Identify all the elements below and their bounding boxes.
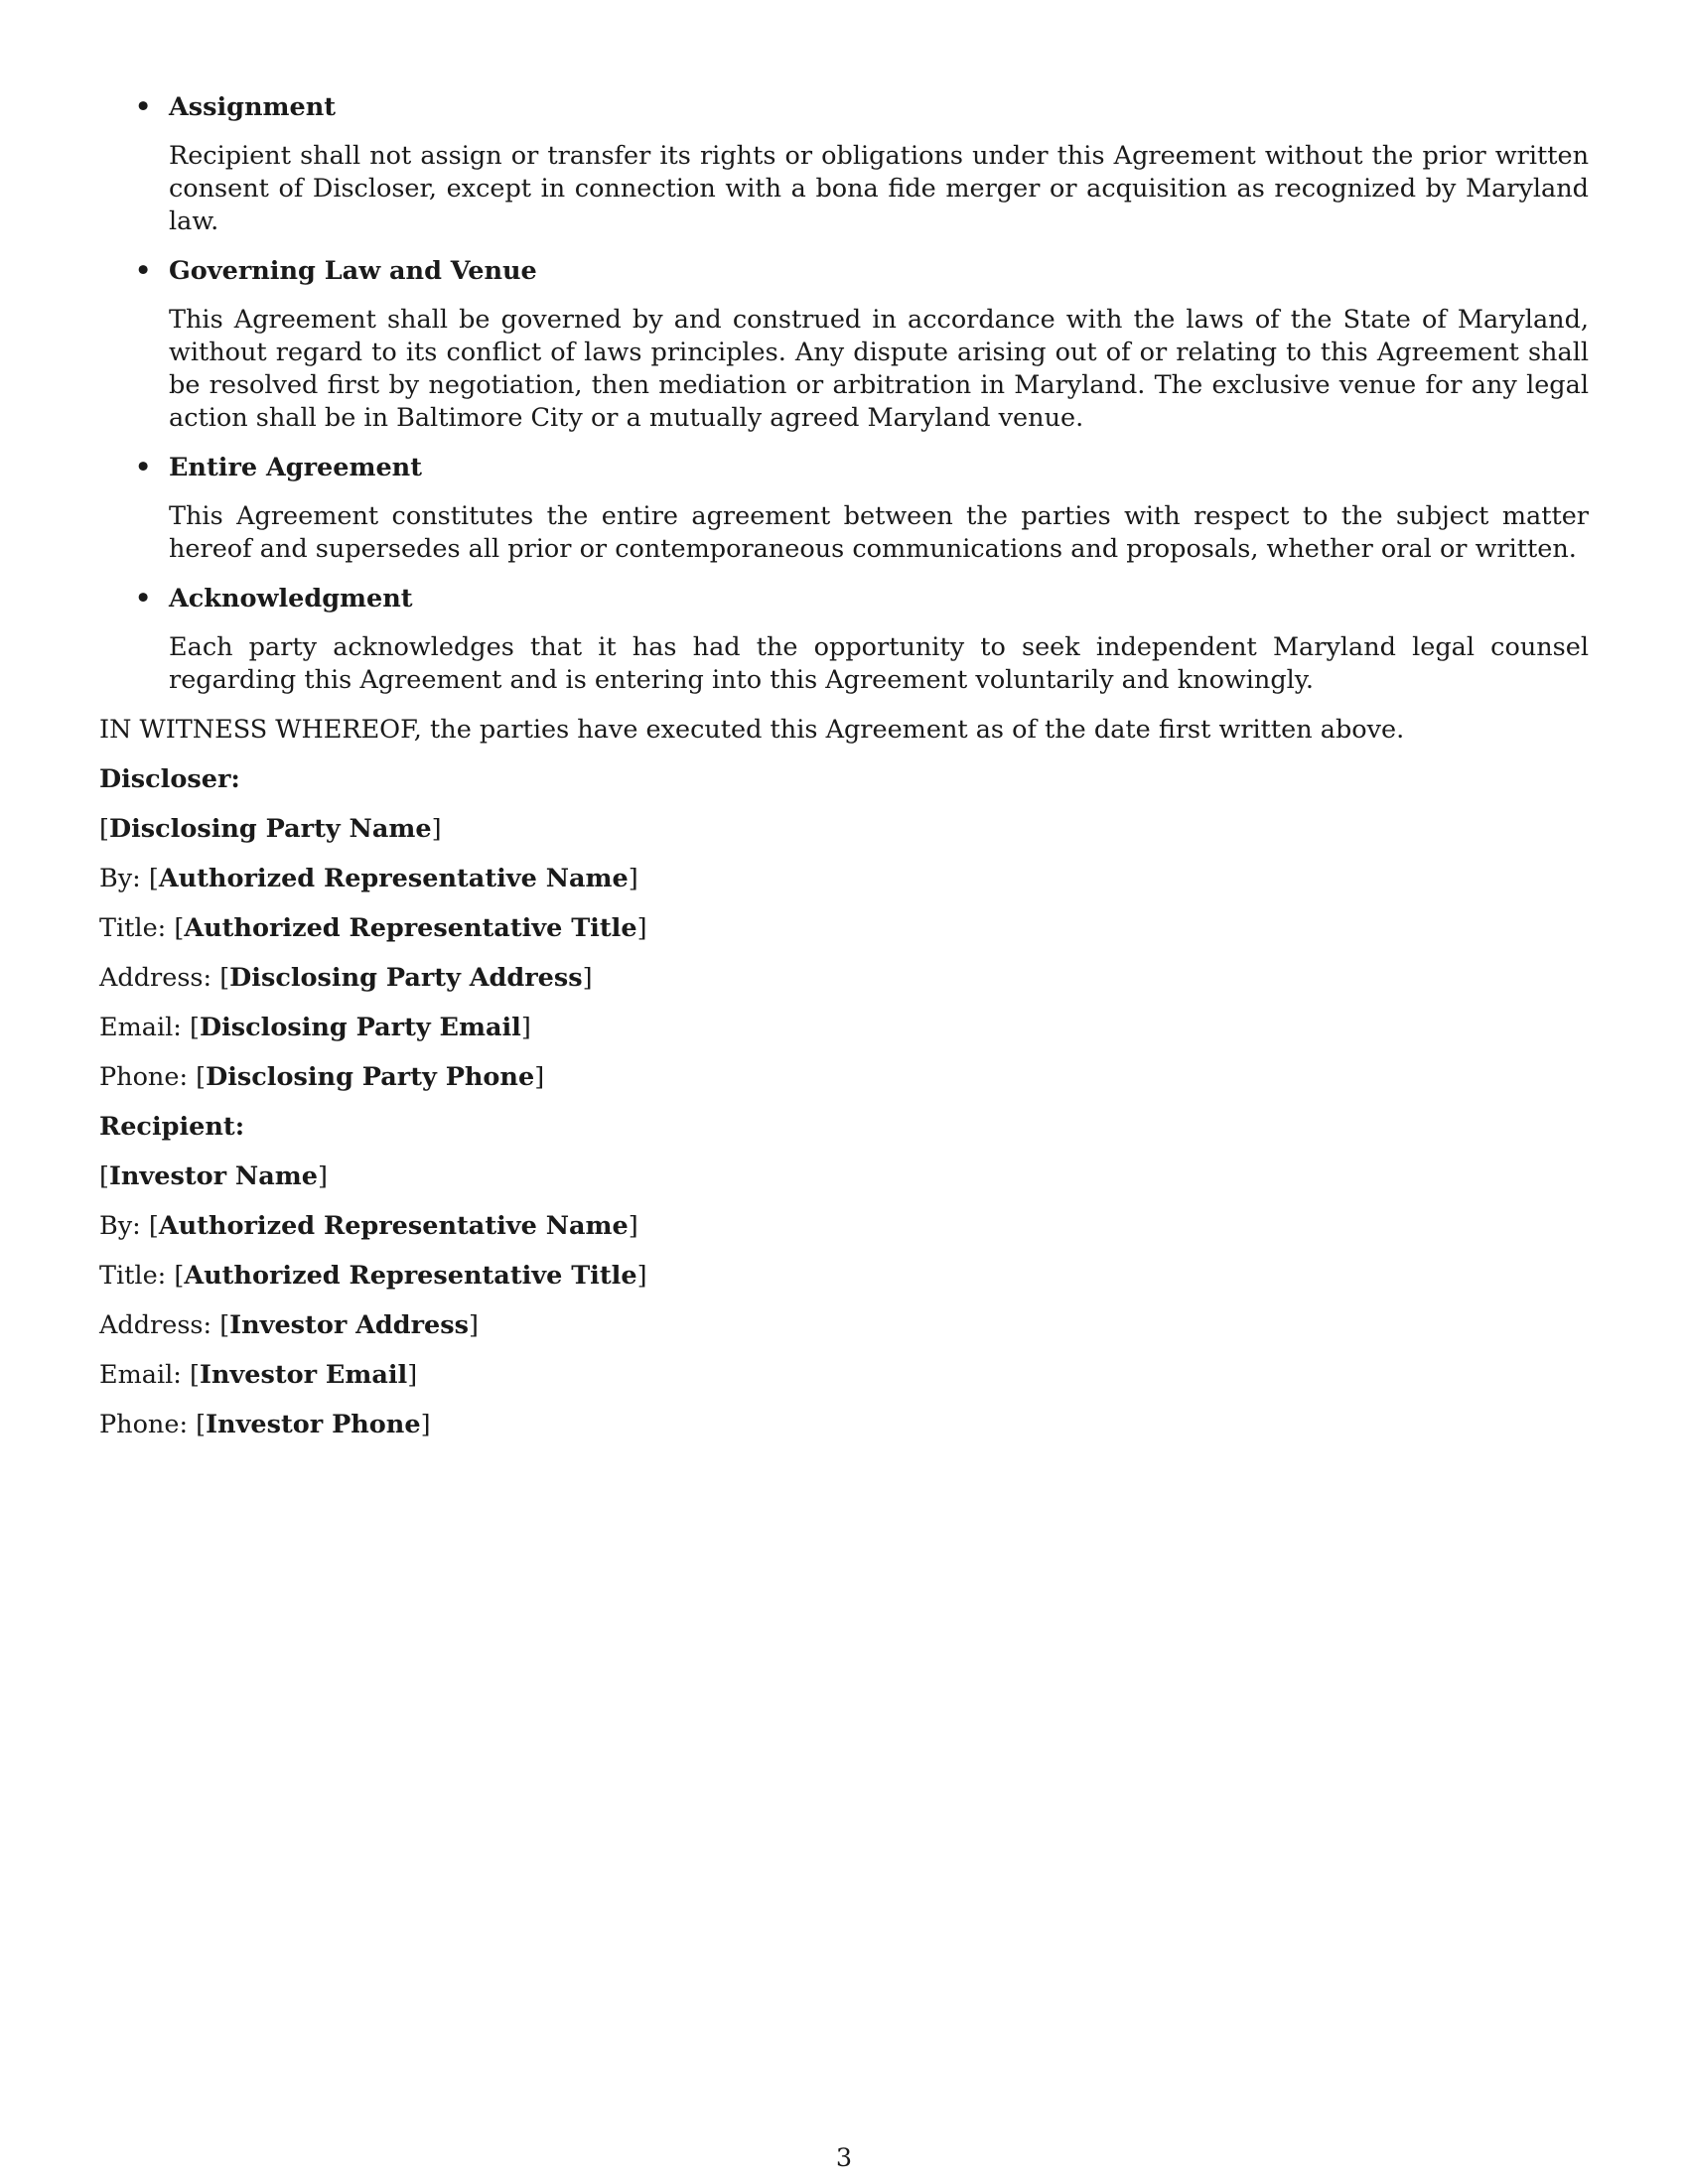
- title-label: Title:: [99, 913, 167, 943]
- recipient-by-line: By: [Authorized Representative Name]: [99, 1211, 638, 1241]
- recipient-phone-line: Phone: [Investor Phone]: [99, 1410, 431, 1439]
- recipient-name: Investor Name: [108, 1161, 318, 1191]
- clause-assignment: [99, 91, 1589, 238]
- email-label: Email:: [99, 1360, 182, 1390]
- discloser-title-line: Title: [Authorized Representative Title]: [99, 913, 647, 943]
- recipient-phone-value: Investor Phone: [206, 1410, 421, 1439]
- discloser-address-line: Address: [Disclosing Party Address]: [99, 963, 593, 993]
- document-page: [99, 91, 1589, 1458]
- bullet-icon: •: [135, 92, 152, 122]
- discloser-title-value: Authorized Representative Title: [184, 913, 637, 943]
- clause-body: Each party acknowledges that it has had the opportunity to seek independent Maryland legal counsel regarding this Agreement and is entering into this Agreement voluntarily and knowingly.: [169, 632, 1589, 695]
- recipient-title-value: Authorized Representative Title: [184, 1261, 637, 1291]
- bullet-icon: •: [135, 256, 152, 286]
- clause-title: Governing Law and Venue: [169, 256, 537, 286]
- recipient-heading: Recipient:: [99, 1112, 245, 1142]
- clause-title: Assignment: [169, 92, 337, 122]
- discloser-name-line: [Disclosing Party Name]: [99, 814, 442, 844]
- clause-list: [99, 91, 1589, 697]
- clause-acknowledgment: [99, 583, 1589, 697]
- recipient-email-line: Email: [Investor Email]: [99, 1360, 418, 1390]
- address-label: Address:: [99, 1310, 212, 1340]
- discloser-name: Disclosing Party Name: [108, 814, 432, 844]
- by-label: By:: [99, 1211, 141, 1241]
- recipient-email-value: Investor Email: [199, 1360, 408, 1390]
- discloser-phone-value: Disclosing Party Phone: [206, 1062, 535, 1092]
- discloser-phone-line: Phone: [Disclosing Party Phone]: [99, 1062, 545, 1092]
- clause-body: This Agreement constitutes the entire agreement between the parties with respect to the subject matter hereof and supersedes all prior or contemporaneous communications and proposals, whether oral or written.: [169, 501, 1589, 564]
- bullet-icon: •: [135, 453, 152, 482]
- phone-label: Phone:: [99, 1410, 189, 1439]
- discloser-heading: Discloser:: [99, 764, 240, 794]
- address-label: Address:: [99, 963, 212, 993]
- discloser-by-line: By: [Authorized Representative Name]: [99, 864, 638, 893]
- recipient-address-value: Investor Address: [229, 1310, 469, 1340]
- clause-body: Recipient shall not assign or transfer its rights or obligations under this Agreement without the prior written consent of Discloser, except in connection with a bona fide merger or acquisition as recognized by Maryland law.: [169, 141, 1589, 236]
- discloser-by-value: Authorized Representative Name: [158, 864, 629, 893]
- email-label: Email:: [99, 1013, 182, 1042]
- discloser-email-line: Email: [Disclosing Party Email]: [99, 1013, 531, 1042]
- recipient-by-value: Authorized Representative Name: [158, 1211, 629, 1241]
- by-label: By:: [99, 864, 141, 893]
- page-number: 3: [835, 2143, 853, 2173]
- recipient-title-line: Title: [Authorized Representative Title]: [99, 1261, 647, 1291]
- recipient-name-line: [Investor Name]: [99, 1161, 328, 1191]
- bullet-icon: •: [135, 584, 152, 614]
- witness-statement: IN WITNESS WHEREOF, the parties have executed this Agreement as of the date first written above.: [99, 715, 1405, 745]
- clause-title: Entire Agreement: [169, 453, 422, 482]
- clause-body: This Agreement shall be governed by and construed in accordance with the laws of the State of Maryland, without regard to its conflict of laws principles. Any dispute arising out of or relating to this Agreement shall be resolved first by negotiation, then mediation or arbitration in Maryland. The exclusive venue for any legal action shall be in Baltimore City or a mutually agreed Maryland venue.: [169, 305, 1589, 433]
- discloser-email-value: Disclosing Party Email: [199, 1013, 521, 1042]
- title-label: Title:: [99, 1261, 167, 1291]
- clause-title: Acknowledgment: [169, 584, 413, 614]
- clause-governing-law: [99, 255, 1589, 435]
- recipient-address-line: Address: [Investor Address]: [99, 1310, 479, 1340]
- phone-label: Phone:: [99, 1062, 189, 1092]
- clause-entire-agreement: [99, 452, 1589, 566]
- discloser-address-value: Disclosing Party Address: [229, 963, 583, 993]
